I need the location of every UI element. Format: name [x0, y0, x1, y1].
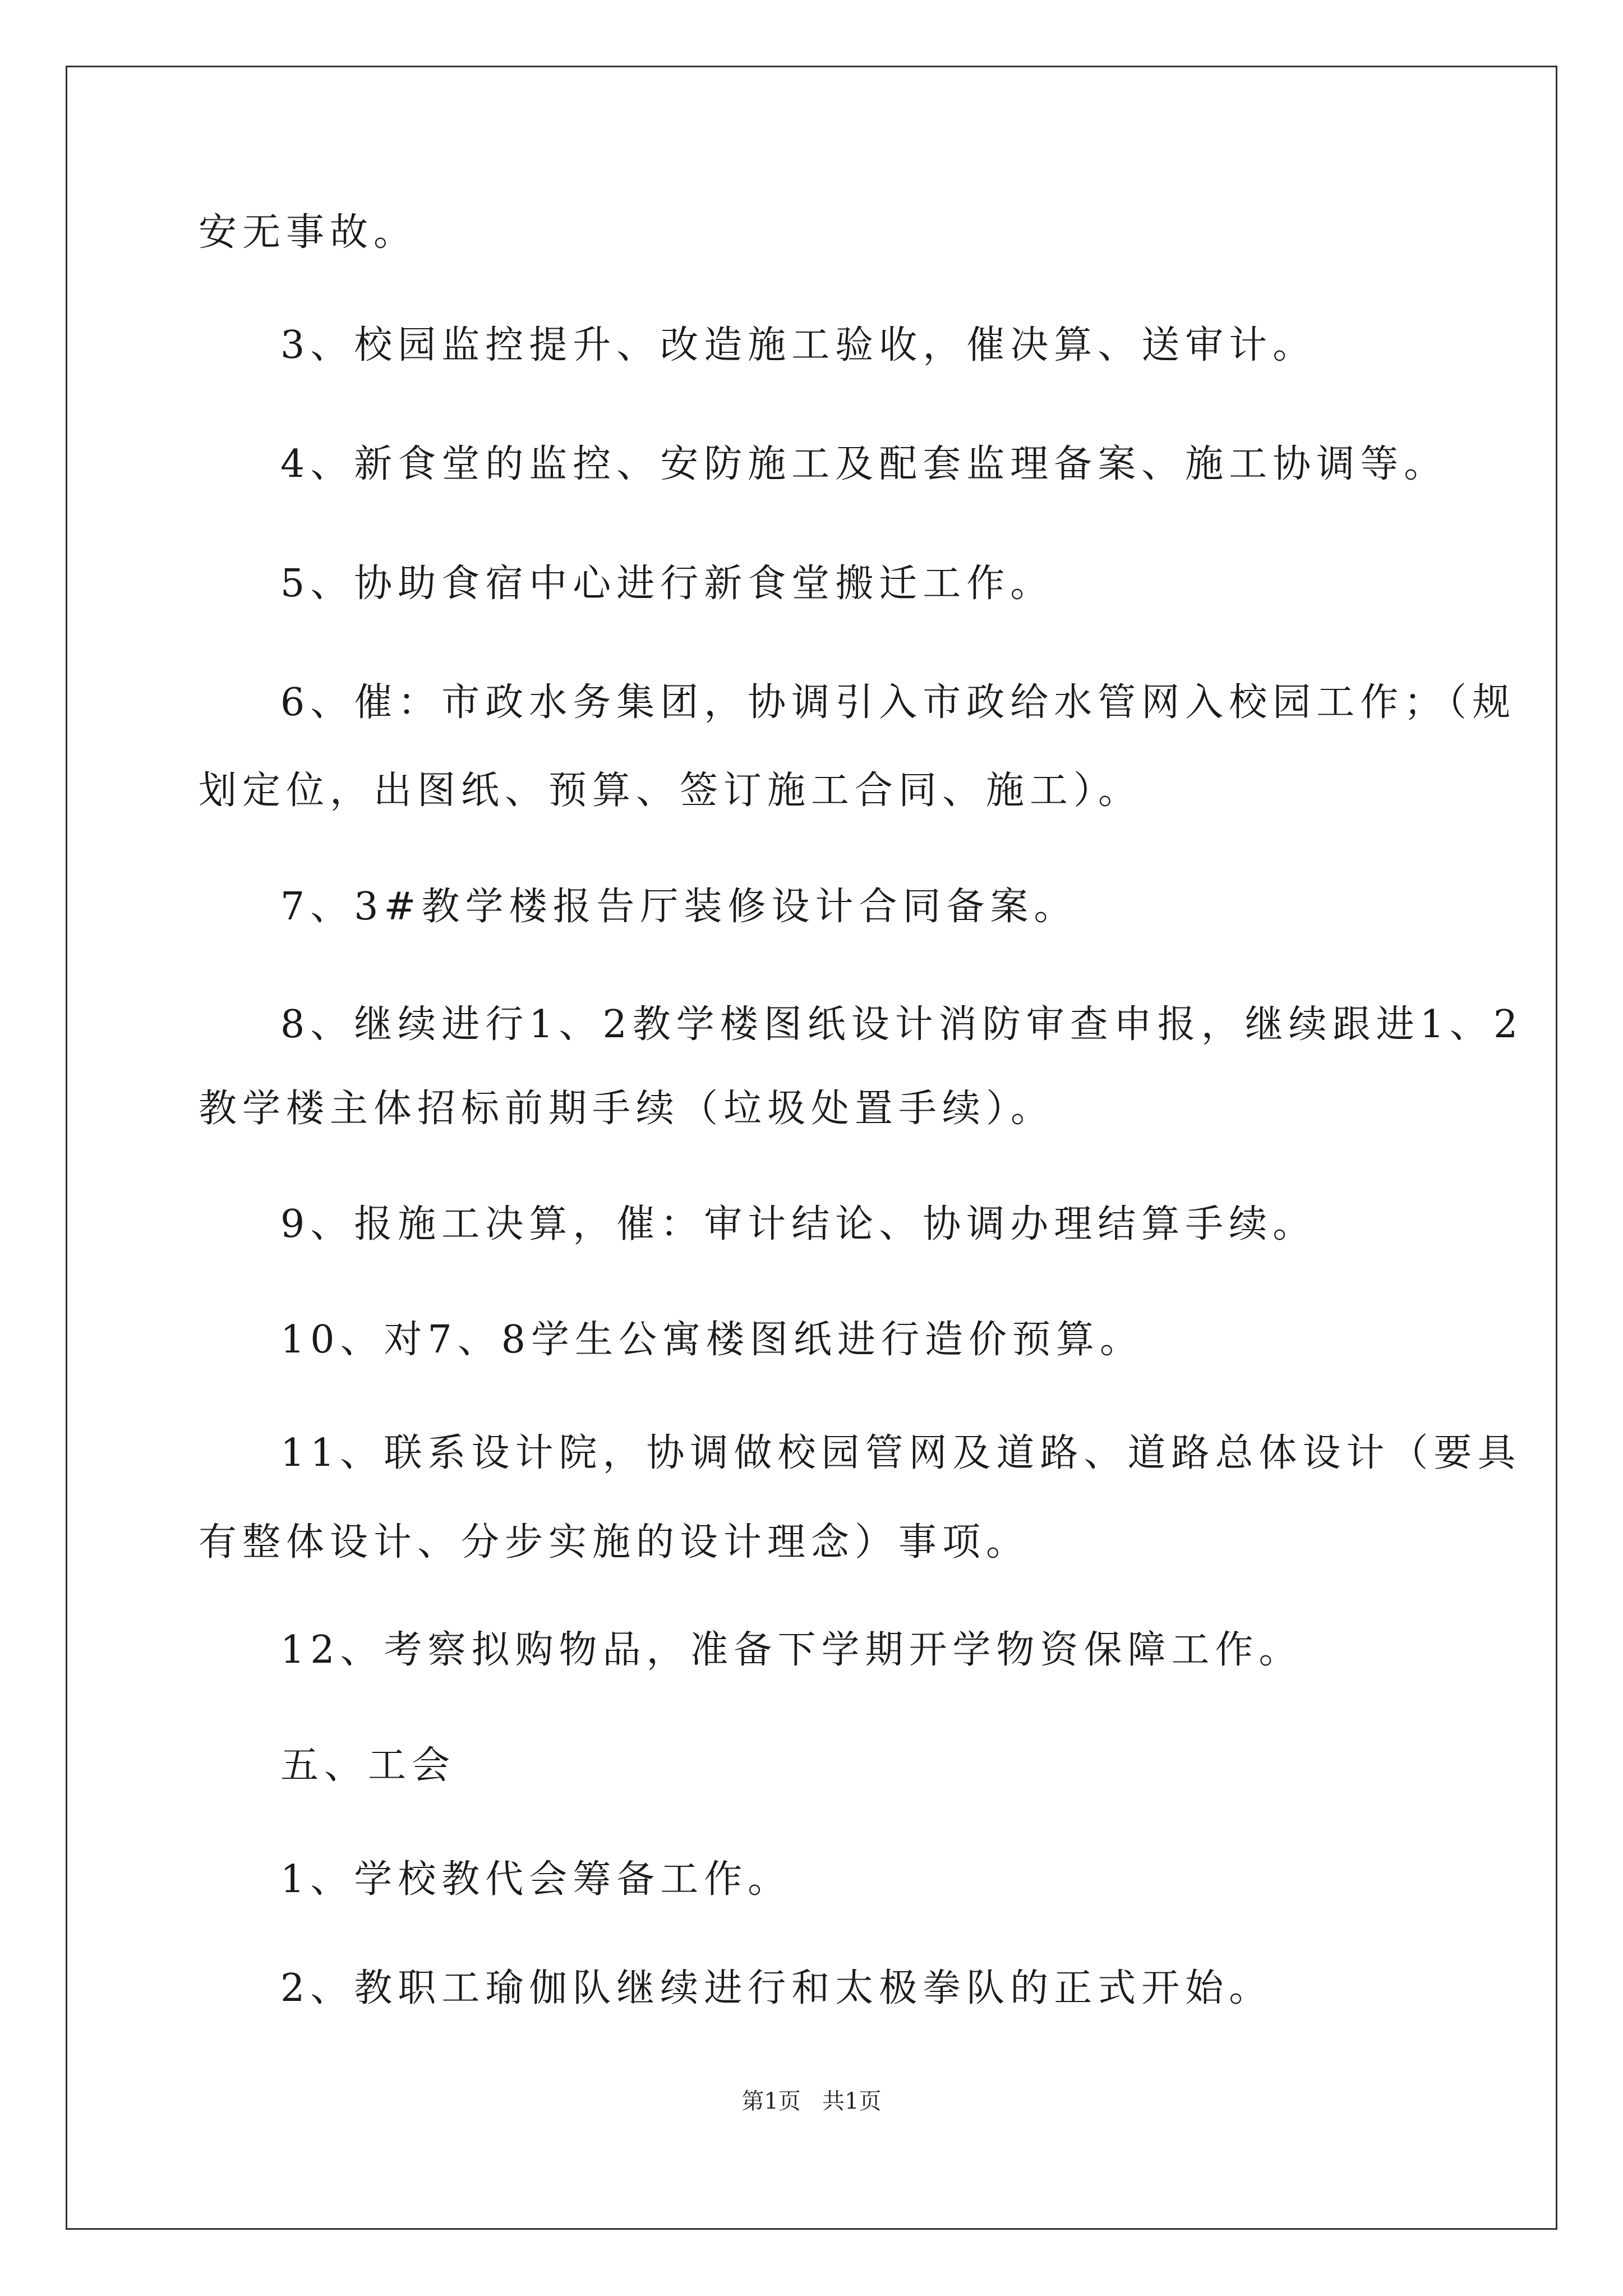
text-line: 12、考察拟购物品，准备下学期开学物资保障工作。	[280, 1628, 1303, 1672]
section-heading: 五、工会	[280, 1743, 456, 1788]
text-line: 3、校园监控提升、改造施工验收，催决算、送审计。	[280, 323, 1317, 367]
text-line: 11、联系设计院，协调做校园管网及道路、道路总体设计（要具	[280, 1431, 1521, 1475]
page-footer: 第1页 共1页	[741, 2088, 882, 2114]
text-line: 教学楼主体招标前期手续（垃圾处置手续）。	[199, 1087, 1055, 1131]
text-line: 9、报施工决算，催：审计结论、协调办理结算手续。	[280, 1202, 1317, 1246]
text-line: 10、对7、8学生公寓楼图纸进行造价预算。	[280, 1318, 1144, 1362]
text-line: 4、新食堂的监控、安防施工及配套监理备案、施工协调等。	[280, 442, 1448, 486]
text-line: 5、协助食宿中心进行新食堂搬迁工作。	[280, 562, 1054, 606]
text-line: 8、继续进行1、2教学楼图纸设计消防审查申报，继续跟进1、2	[280, 1002, 1524, 1047]
text-line: 2、教职工瑜伽队继续进行和太极拳队的正式开始。	[280, 1966, 1273, 2010]
text-line: 有整体设计、分步实施的设计理念）事项。	[199, 1520, 1030, 1565]
text-line: 1、学校教代会筹备工作。	[280, 1857, 792, 1902]
text-line: 7、3#教学楼报告厅装修设计合同备案。	[280, 885, 1078, 929]
text-line: 6、催：市政水务集团，协调引入市政给水管网入校园工作；（规	[280, 680, 1516, 725]
text-line: 划定位，出图纸、预算、签订施工合同、施工）。	[199, 769, 1142, 813]
text-line: 安无事故。	[199, 210, 418, 255]
